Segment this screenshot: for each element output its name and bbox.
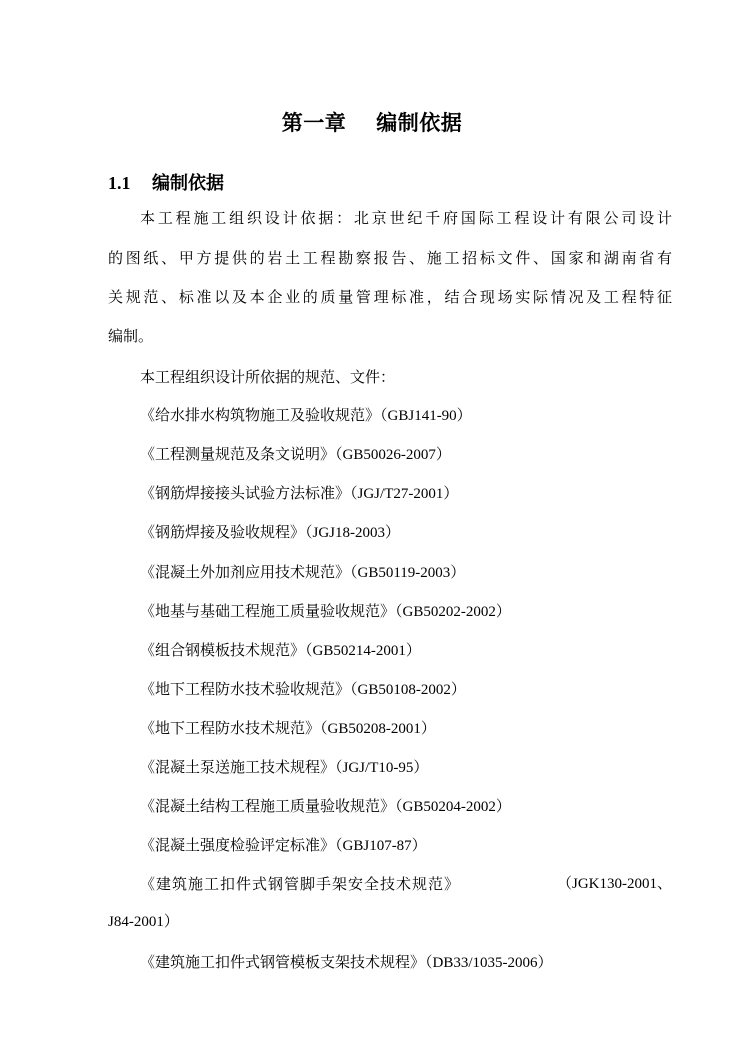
reference-item	[140, 717, 436, 740]
reference-code: （GB50108-2002）	[350, 682, 466, 698]
reference-item	[140, 600, 511, 623]
reference-code: （GB50202-2002）	[395, 604, 511, 620]
reference-title: 《地基与基础工程施工质量验收规范》	[140, 602, 396, 620]
reference-title: 《钢筋焊接及验收规程》	[140, 523, 306, 541]
section-number: 1.1	[108, 173, 131, 193]
reference-title: 《组合钢模板技术规范》	[140, 641, 306, 659]
intro-line-3: 关规范、标准以及本企业的质量管理标准，结合现场实际情况及工程特征	[108, 288, 672, 306]
reference-item	[140, 521, 400, 544]
reference-title: 《地下工程防水技术验收规范》	[140, 680, 351, 698]
reference-code: （GB50119-2003）	[350, 565, 466, 581]
reference-title: 《混凝土外加剂应用技术规范》	[140, 563, 351, 581]
reference-code: （JGJ18-2003）	[305, 525, 401, 541]
reference-item	[140, 404, 472, 427]
reference-item	[140, 443, 451, 466]
reference-code: （JGJ/T10-95）	[335, 760, 429, 776]
chapter-number: 第一章	[281, 111, 347, 135]
reference-title: 《工程测量规范及条文说明》	[140, 445, 336, 463]
reference-code: （GB50208-2001）	[320, 721, 436, 737]
reference-title: 《混凝土泵送施工技术规程》	[140, 758, 336, 776]
reference-title: 《地下工程防水技术规范》	[140, 719, 321, 737]
reference-title: 《建筑施工扣件式钢管脚手架安全技术规范》	[140, 875, 461, 893]
reference-item	[140, 834, 427, 857]
reference-code: （DB33/1035-2006）	[425, 955, 553, 971]
intro-line-2: 的图纸、甲方提供的岩土工程勘察报告、施工招标文件、国家和湖南省有	[108, 249, 672, 267]
reference-title: 《钢筋焊接接头试验方法标准》	[140, 484, 351, 502]
intro-line-1: 本工程施工组织设计依据：北京世纪千府国际工程设计有限公司设计	[140, 209, 672, 227]
reference-item	[140, 873, 672, 895]
reference-item	[140, 561, 465, 584]
intro-line-4: 编制。	[108, 327, 154, 345]
reference-code: （GBJ107-87）	[335, 838, 427, 854]
reference-code: （GB50204-2002）	[395, 799, 511, 815]
reference-title: 《混凝土强度检验评定标准》	[140, 836, 336, 854]
reference-item	[140, 482, 458, 505]
reference-code: （GBJ141-90）	[380, 408, 472, 424]
reference-title: 《给水排水构筑物施工及验收规范》	[140, 406, 381, 424]
reference-code: （JGJ/T27-2001）	[350, 486, 459, 502]
reference-list-intro: 本工程组织设计所依据的规范、文件：	[140, 368, 396, 386]
reference-title: 《混凝土结构工程施工质量验收规范》	[140, 797, 396, 815]
reference-item	[140, 795, 511, 818]
reference-item	[140, 639, 421, 662]
reference-code: （GB50026-2007）	[335, 447, 451, 463]
reference-item	[140, 756, 428, 779]
reference-code: （GB50214-2001）	[305, 643, 421, 659]
section-heading	[108, 169, 224, 198]
reference-code: （JGK130-2001、	[557, 876, 672, 892]
chapter-title	[0, 108, 744, 138]
reference-item	[140, 678, 466, 701]
section-title: 编制依据	[152, 173, 224, 194]
reference-item	[140, 951, 553, 974]
reference-continuation: J84-2001）	[108, 914, 179, 930]
chapter-name: 编制依据	[376, 111, 463, 135]
reference-title: 《建筑施工扣件式钢管模板支架技术规程》	[140, 953, 426, 971]
